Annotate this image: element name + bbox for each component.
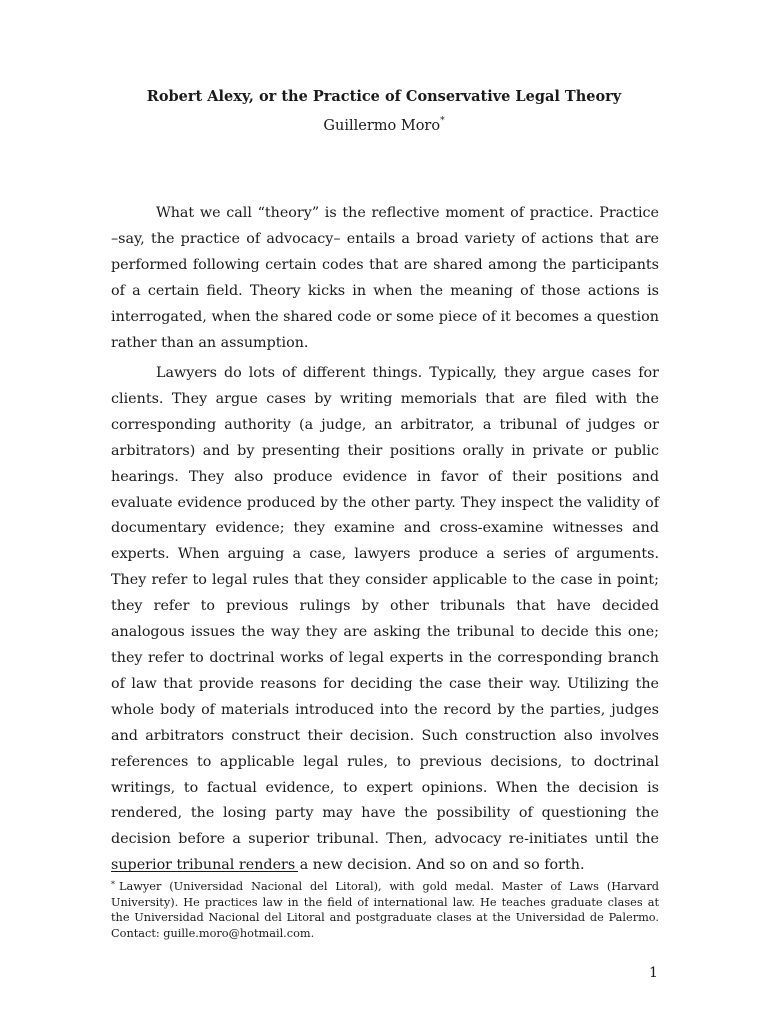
footnote — [111, 879, 659, 941]
body-paragraph-1: What we call “theory” is the reflective moment of practice. Practice –say, the practice of advocacy– entails a broad variety of actions that are performed following certain codes that are shared among the participants of a certain field. Theory kicks in when the meaning of those actions is interrogated, when the shared code or some piece of it becomes a question rather than an assumption. — [111, 205, 659, 351]
footnote-divider — [111, 871, 298, 872]
author-name: Guillermo Moro — [323, 118, 441, 134]
document-title: Robert Alexy, or the Practice of Conservative Legal Theory — [146, 88, 622, 105]
author-line — [0, 118, 768, 134]
footnote-mark: * — [111, 880, 115, 889]
page-number: 1 — [649, 965, 658, 981]
footnote-text: Lawyer (Universidad Nacional del Litoral), with gold medal. Master of Laws (Harvard University). He practices law in the field of international law. He teaches graduate clases at the Universidad Nacional del Litoral and postgraduate clases at the Universidad de Palermo. Contact: guille.moro@hotmail.com. — [111, 880, 659, 940]
author-footnote-mark: * — [440, 116, 445, 126]
body-paragraph-2: Lawyers do lots of different things. Typically, they argue cases for clients. They argue cases by writing memorials that are filed with the corresponding authority (a judge, an arbitrator, a tribunal of judges or arbitrators) and by presenting their positions orally in private or public hearings. They also produce evidence in favor of their positions and evaluate evidence produced by the other party. They inspect the validity of documentary evidence; they examine and cross-examine witnesses and experts. When arguing a case, lawyers produce a series of arguments. They refer to legal rules that they consider applicable to the case in point; they refer to previous rulings by other tribunals that have decided analogous issues the way they are asking the tribunal to decide this one; they refer to doctrinal works of legal experts in the corresponding branch of law that provide reasons for deciding the case their way. Utilizing the whole body of materials introduced into the record by the parties, judges and arbitrators construct their decision. Such construction also involves references to applicable legal rules, to previous decisions, to doctrinal writings, to factual evidence, to expert opinions. When the decision is rendered, the losing party may have the possibility of questioning the decision before a superior tribunal. Then, advocacy re-initiates until the superior tribunal renders a new decision. And so on and so forth. — [111, 365, 659, 874]
